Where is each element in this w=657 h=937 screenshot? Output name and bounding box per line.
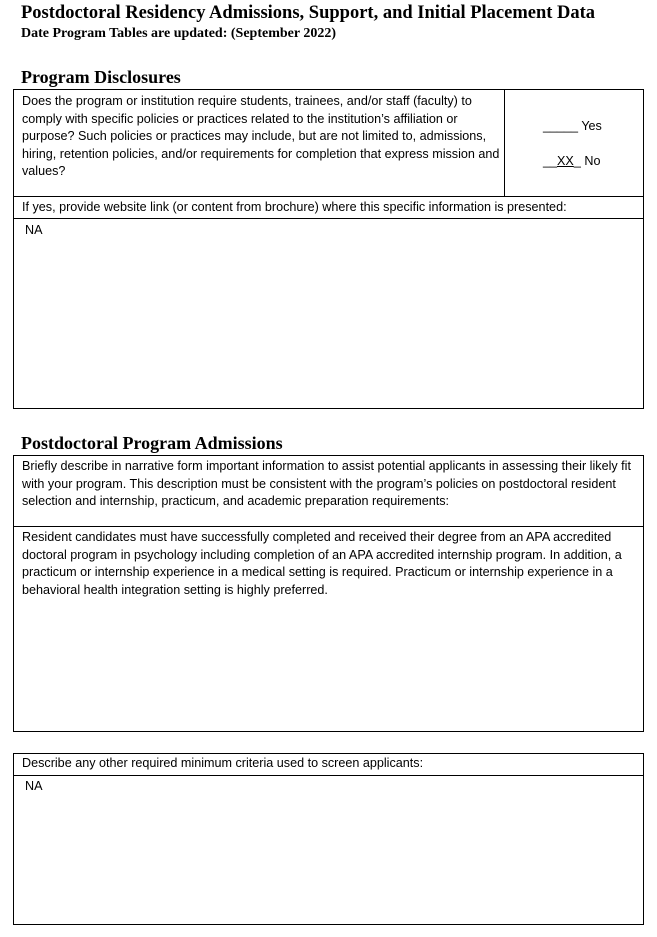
page-title: Postdoctoral Residency Admissions, Support, and Initial Placement Data — [21, 3, 596, 23]
admissions-prompt: Briefly describe in narrative form important information to assist potential applicants in assessing their likely fit with your program. This description must be consistent with the program’s policies on postdoctoral resident selection and internship, practicum, and academic preparation requirements: — [22, 459, 631, 509]
criteria-answer: NA — [25, 779, 43, 793]
disclosures-heading: Program Disclosures — [21, 67, 181, 87]
question-cell — [14, 90, 505, 196]
no-blank-pre: __ — [543, 154, 558, 168]
no-label: No — [584, 154, 601, 168]
yes-label: Yes — [581, 119, 602, 133]
link-answer-box — [13, 218, 644, 409]
admissions-answer-box — [13, 526, 644, 732]
link-prompt: If yes, provide website link (or content from brochure) where this specific information is presented: — [22, 200, 567, 214]
admissions-heading: Postdoctoral Program Admissions — [21, 433, 283, 453]
disclosures-question: Does the program or institution require students, trainees, and/or staff (faculty) to comply with specific policies or practices related to the institution’s affiliation or purpose? Such policies or practices may include, but are not limited to, admissions, hiring, retention policies, and/or requirements for completion that express mission and values? — [22, 94, 500, 179]
admissions-prompt-row — [13, 455, 644, 527]
link-prompt-row — [13, 196, 644, 219]
answer-cell — [505, 90, 643, 196]
no-blank-post: _ — [573, 154, 581, 168]
yes-blank: _____ — [543, 119, 579, 133]
criteria-prompt: Describe any other required minimum criteria used to screen applicants: — [22, 756, 424, 770]
yes-option — [543, 119, 602, 133]
admissions-answer: Resident candidates must have successfully completed and received their degree from an APA accredited doctoral program in psychology including completion of an APA accredited internship program. In addition, a practicum or internship experience in a medical setting is required. Practicum or internship experience in a behavioral health integration setting is highly preferred. — [22, 530, 622, 597]
no-option — [543, 154, 600, 168]
criteria-prompt-row — [13, 753, 644, 776]
no-mark: XX — [557, 154, 574, 168]
page-subtitle: Date Program Tables are updated: (September 2022) — [21, 26, 336, 41]
disclosures-question-row — [13, 89, 644, 197]
link-answer: NA — [25, 223, 43, 237]
criteria-answer-box — [13, 775, 644, 925]
